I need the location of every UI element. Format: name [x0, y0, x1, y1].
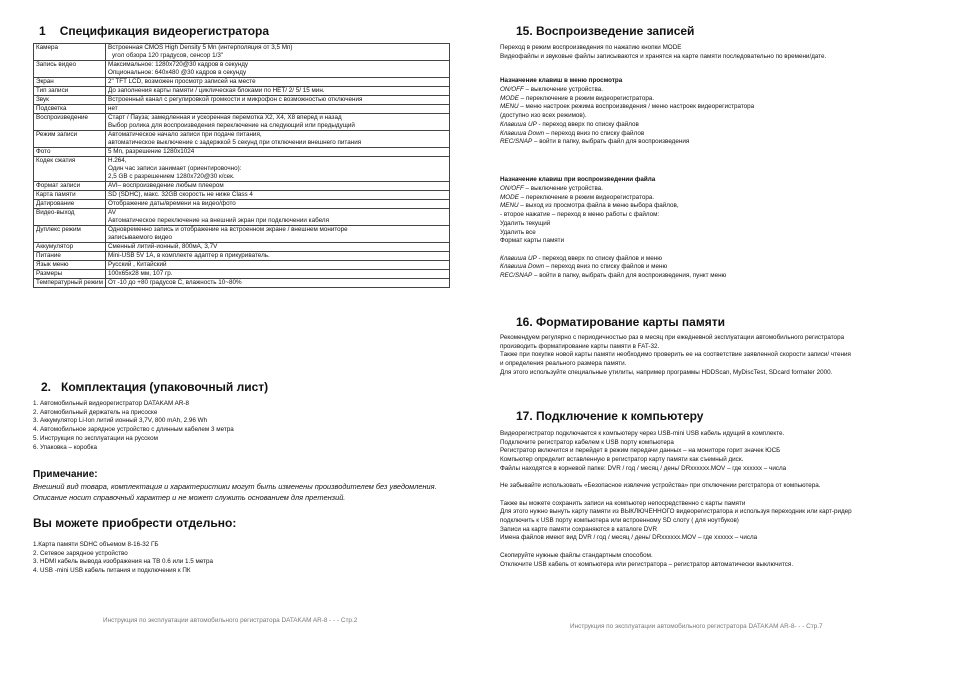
spec-value-line: Автоматическое начало записи при подаче питания,: [108, 131, 262, 138]
spec-value-line: Одновременно запись и отображение на встроенном экране / внешнем мониторе: [108, 226, 348, 233]
text-line: [500, 491, 852, 500]
spec-key: Тип записи: [34, 87, 106, 96]
kit-list: [33, 400, 234, 452]
spec-value: [106, 131, 450, 148]
file-keys-heading: Назначение клавиш при воспроизведении файла: [500, 176, 656, 183]
spec-row: [34, 243, 450, 252]
text-line: [500, 543, 852, 552]
spec-key: Камера: [34, 44, 106, 61]
spec-value: [106, 209, 450, 226]
text-line: Записи на карте памяти сохраняются в каталоге DVR: [500, 525, 658, 533]
spec-value-line: записываемого видео: [108, 234, 173, 241]
spec-heading: 1 Спецификация видеорегистратора: [39, 24, 270, 38]
left-footer: Инструкция по эксплуатации автомобильного регистратора DATAKAM AR-8 - - - Стр.2: [103, 617, 358, 624]
spec-row: [34, 148, 450, 157]
spec-key: Запись видео: [34, 61, 106, 78]
spec-value-line: угол обзора 120 градусов, сенсор 1/3": [112, 52, 224, 59]
spec-key: Подсветка: [34, 105, 106, 114]
spec-key: Язык меню: [34, 261, 106, 270]
spec-value-line: Старт / Пауза; замедленная и ускоренная перемотка X2, X4, X8 вперед и назад: [108, 114, 342, 121]
spec-value-line: SD (SDHC), макс. 32GB скорость не ниже Class 4: [108, 191, 253, 198]
pc-heading: 17. Подключение к компьютеру: [516, 409, 704, 423]
menu-keys-list: [500, 86, 754, 147]
key-line: Клавиша Down – переход вниз по списку файлов: [500, 129, 645, 137]
spec-value: [106, 61, 450, 78]
text-line: Подключите регистратор кабелем к USB порту компьютера: [500, 438, 674, 446]
key-line: - второе нажатие – переход в меню работы с файлом:: [500, 211, 660, 219]
spec-value-line: 5 Mn, разрешение 1280x1024: [108, 148, 195, 155]
key-line: Удалить текущий: [500, 219, 551, 227]
spec-key: Размеры: [34, 270, 106, 279]
spec-key: Питание: [34, 252, 106, 261]
buy-item: 2. Сетевое зарядное устройство: [33, 549, 128, 557]
note-text: Внешний вид товара, комплектация и характеристики могут быть изменены производителем без уведомления. Описание носит справочный характер и не может служить основанием для претензий.: [33, 482, 437, 502]
playback-heading: 15. Воспроизведение записей: [516, 24, 695, 38]
text-line: производить форматирование карты памяти в FAT-32.: [500, 342, 660, 350]
spec-row: [34, 61, 450, 78]
buy-item: 1.Карта памяти SDHC объемом 8-16-32 ГБ: [33, 541, 159, 548]
spec-key: Видео-выход: [34, 209, 106, 226]
spec-value-line: Отображение даты/времени на видео/фото: [108, 200, 236, 207]
spec-value-line: Русский , Китайский: [108, 261, 167, 268]
key-line: (доступно изо всех режимов).: [500, 112, 587, 120]
key-line: MODE – переключение в режим видеорегистратора.: [500, 193, 655, 201]
key-line: MODE – переключение в режим видеорегистратора.: [500, 94, 655, 102]
spec-value-line: H.264,: [108, 157, 127, 164]
text-line: Отключите USB кабель от компьютера или регистратора – регистратор автоматически выключится.: [500, 560, 794, 568]
text-line: [500, 474, 852, 483]
spec-key: Температурный режим: [34, 279, 106, 288]
kit-item: 1. Автомобильный видеорегистратор DATAKAM AR-8: [33, 400, 189, 407]
key-line: Удалить все: [500, 228, 536, 236]
spec-key: Формат записи: [34, 182, 106, 191]
format-heading: 16. Форматирование карты памяти: [516, 315, 725, 329]
spec-row: [34, 182, 450, 191]
spec-row: [34, 87, 450, 96]
text-line: и определения реального размера памяти.: [500, 360, 627, 368]
spec-row: [34, 78, 450, 87]
spec-value-line: 2" TFT LCD, возможен просмотр записей на месте: [108, 78, 256, 85]
text-line: Имена файлов имеют вид DVR / год / месяц / день/ DRxxxxxx.MOV – где xxxxxx – числа: [500, 534, 758, 542]
spec-value: [106, 148, 450, 157]
playback-intro: [500, 44, 826, 61]
text-line: Также при покупке новой карты памяти необходимо проверить ее на соответствие заявленной скорости записи/ чтения: [500, 351, 851, 359]
text-line: Переход в режим воспроизведения по нажатию кнопки MODE: [500, 44, 682, 51]
text-line: Рекомендуем регулярно с периодичностью раз в месяц при ежедневной эксплуатации автомобильного регистратора: [500, 334, 845, 341]
spec-value-line: Максимальное: 1280x720@30 кадров в секунду: [108, 61, 249, 68]
spec-value: [106, 226, 450, 243]
spec-value: [106, 200, 450, 209]
spec-row: [34, 44, 450, 61]
text-line: Также вы можете сохранить записи на компьютер непосредственно с карты памяти: [500, 499, 746, 507]
kit-heading: 2. Комплектация (упаковочный лист): [41, 380, 269, 394]
spec-key: Звук: [34, 96, 106, 105]
text-line: Компьютер определит вставленную в регистратор карту памяти как съемный диск.: [500, 456, 744, 464]
spec-row: [34, 105, 450, 114]
spec-value: [106, 78, 450, 87]
spec-value: [106, 279, 450, 288]
spec-key: Аккумулятор: [34, 243, 106, 252]
text-line: Для этого используйте специальные утилиты, например программы HDDScan, MyDiscTest, SDcard formater 2000.: [500, 368, 833, 376]
spec-value: [106, 87, 450, 96]
key-line: Клавиша Down – переход вниз по списку файлов и меню: [500, 263, 668, 271]
key-line: Клавиша UP - переход вверх по списку файлов: [500, 120, 639, 128]
spec-value-line: Выбор ролика для воспроизведения переключение на следующий или предыдущий: [108, 122, 355, 129]
spec-value-line: Автоматическое переключение на внешний экран при подключении кабеля: [108, 217, 329, 224]
spec-row: [34, 157, 450, 182]
spec-row: [34, 191, 450, 200]
spec-value-line: AVI– воспроизведение любым плеером: [108, 182, 224, 189]
key-line: ON/OFF – выключение устройства.: [500, 86, 603, 93]
spec-value-line: Сменный литий-ионный, 800мА, 3,7V: [108, 243, 218, 250]
buy-item: 3. HDMI кабель вывода изображения на ТВ 0.6 или 1.5 метра: [33, 558, 214, 566]
spec-key: Кодек сжатия: [34, 157, 106, 182]
key-line: MENU – меню настроек режима воспроизведения / меню настроек видеорегистратора: [500, 103, 755, 111]
spec-value: [106, 252, 450, 261]
spec-row: [34, 96, 450, 105]
key-line: MENU – выход из просмотра файла в меню выбора файлов,: [500, 202, 679, 210]
spec-value-line: 2,5 GB с разрешением 1280x720@30 к/сек.: [108, 173, 235, 180]
pc-text: [500, 430, 852, 569]
kit-item: 3. Аккумулятор Li-Ion литий ионный 3,7V, 800 mAh, 2.96 Wh: [33, 417, 208, 425]
text-line: подключить к USB порту компьютера или встроенному SD слоту ( для ноутбуков): [500, 517, 739, 524]
kit-item: 4. Автомобильное зарядное устройство с длинным кабелем 3 метра: [33, 426, 234, 434]
text-line: Видеорегистратор подключается к компьютеру через USB-mini USB кабель идущий в комплекте.: [500, 430, 785, 437]
spec-row: [34, 200, 450, 209]
spec-key: Воспроизведение: [34, 114, 106, 131]
spec-row: [34, 131, 450, 148]
spec-value: [106, 44, 450, 61]
spec-value-line: Встроенный канал с регулировкой громкости и микрофон с возможностью отключения: [108, 96, 363, 103]
spec-value-line: Опциональное: 640x480 @30 кадров в секунду: [108, 69, 247, 76]
spec-value: [106, 105, 450, 114]
text-line: Скопируйте нужные файлы стандартным способом.: [500, 551, 653, 559]
text-line: Файлы находятся в корневой папке: DVR / год / месяц / день/ DRxxxxxx.MOV – где xxxxxx – числа: [500, 464, 787, 472]
text-line: Регистратор включится и перейдет в режим передачи данных – на мониторе горит значек ЮСБ: [500, 447, 781, 455]
right-footer: Инструкция по эксплуатации автомобильного регистратора DATAKAM AR-8- - - Стр.7: [570, 623, 823, 630]
spec-key: Карта памяти: [34, 191, 106, 200]
format-text: [500, 334, 851, 378]
text-line: Для этого нужно вынуть карту памяти из ВЫКЛЮЧЕННОГО видеорегистратора и используя переходник или карт-ридер: [500, 508, 852, 516]
key-line: ON/OFF – выключение устройства.: [500, 185, 603, 192]
kit-item: 5. Инструкция по эксплуатации на русском: [33, 434, 158, 442]
spec-value: [106, 157, 450, 182]
spec-value-line: Mini-USB 5V 1A, в комплекте адаптер в прикуриватель.: [108, 252, 270, 259]
spec-row: [34, 114, 450, 131]
menu-keys-heading: Назначение клавиш в меню просмотра: [500, 77, 623, 84]
spec-row: [34, 226, 450, 243]
spec-value: [106, 114, 450, 131]
spec-value: [106, 182, 450, 191]
kit-item: 6. Упаковка – коробка: [33, 443, 98, 451]
kit-item: 2. Автомобильный держатель на присоске: [33, 408, 158, 416]
spec-value-line: До заполнения карты памяти / циклическая блоками по НЕТ/ 2/ 5/ 15 мин.: [108, 87, 325, 94]
spec-value-line: автоматическое выключение с задержкой 5 секунд при отключении внешнего питания: [108, 139, 362, 146]
buy-item: 4. USB -mini USB кабель питания и подключения к ПК: [33, 567, 191, 575]
buy-heading: Вы можете приобрести отдельно:: [33, 516, 237, 530]
spec-value: [106, 261, 450, 270]
spec-value: [106, 243, 450, 252]
spec-value-line: 100x65x28 мм, 107 гр.: [108, 270, 173, 277]
file-keys-list: [500, 185, 726, 281]
key-line: [500, 246, 726, 255]
key-line: REC/SNAP – войти в папку, выбрать файл для воспроизведения, пункт меню: [500, 272, 727, 280]
spec-row: [34, 209, 450, 226]
spec-row: [34, 252, 450, 261]
buy-list: [33, 541, 213, 576]
key-line: REC/SNAP – войти в папку, выбрать файл для воспроизведения: [500, 138, 690, 146]
spec-value-line: От -10 до +80 градусов С, влажность 10~80%: [108, 279, 242, 286]
spec-key: Дуплекс режим: [34, 226, 106, 243]
spec-key: Фото: [34, 148, 106, 157]
key-line: Формат карты памяти: [500, 237, 565, 245]
spec-value-line: AV: [108, 209, 116, 216]
spec-value-line: Один час записи занимает (ориентировочно):: [108, 165, 242, 172]
spec-key: Датирование: [34, 200, 106, 209]
spec-value: [106, 270, 450, 279]
spec-row: [34, 261, 450, 270]
text-line: Не забывайте использовать «Безопасное извлечие устройства» при отключении регстратора от компьютера.: [500, 482, 821, 490]
spec-value: [106, 96, 450, 105]
spec-value: [106, 191, 450, 200]
spec-row: [34, 270, 450, 279]
spec-row: [34, 279, 450, 288]
spec-value-line: нет: [108, 105, 118, 112]
text-line: Видеофайлы и звуковые файлы записываются и хранятся на карте памяти последовательно по времени/дате.: [500, 52, 827, 60]
spec-table: [33, 43, 450, 288]
note-heading: Примечание:: [33, 469, 98, 480]
spec-key: Экран: [34, 78, 106, 87]
key-line: Клавиша UP - переход вверх по списку файлов и меню: [500, 254, 662, 262]
spec-value-line: Встроенная CMOS High Density 5 Mn (интерполяция от 3,5 Мп): [108, 44, 293, 51]
spec-key: Режим записи: [34, 131, 106, 148]
